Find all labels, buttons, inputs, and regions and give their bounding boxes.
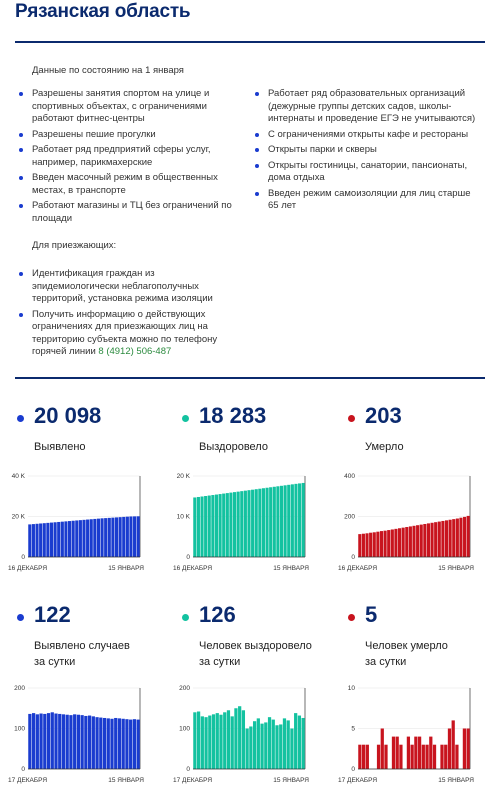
chart-bar xyxy=(275,725,278,769)
chart-bar xyxy=(219,494,222,557)
chart-bar xyxy=(110,719,113,769)
chart-bar xyxy=(197,711,200,769)
chart-bar xyxy=(35,524,38,557)
y-tick-label: 0 xyxy=(21,554,25,562)
chart-bar xyxy=(81,715,84,769)
stat-label-line: Выявлено случаев xyxy=(34,640,130,652)
stat-value: 20 098 xyxy=(34,403,102,428)
chart-bar xyxy=(444,745,447,769)
chart-bar xyxy=(298,716,301,769)
chart-bar xyxy=(459,518,462,557)
chart-bar xyxy=(358,534,361,557)
chart-bar xyxy=(298,483,301,557)
chart-bar xyxy=(246,729,249,770)
chart-bar xyxy=(269,487,272,557)
chart-bar xyxy=(58,714,61,769)
chart-bar xyxy=(414,737,417,769)
list-item xyxy=(32,309,237,359)
chart-bar xyxy=(237,492,240,557)
chart-bar xyxy=(445,520,448,557)
stat-label-line: Человек умерло xyxy=(365,640,448,652)
chart-bar xyxy=(287,485,290,557)
chart-bar xyxy=(122,517,125,557)
title-rule xyxy=(15,41,485,43)
chart-bar xyxy=(197,497,200,557)
chart-bar xyxy=(133,516,136,557)
chart-bar xyxy=(47,713,50,769)
bar-chart-svg xyxy=(8,684,146,789)
chart-recovered-total xyxy=(173,472,311,577)
chart-bar xyxy=(399,745,402,769)
chart-bar xyxy=(215,495,218,557)
chart-bar xyxy=(412,526,415,557)
bar-chart-svg xyxy=(8,472,146,577)
chart-deaths-daily xyxy=(338,684,476,789)
chart-bar xyxy=(82,520,85,557)
chart-bar xyxy=(358,745,361,769)
chart-bar xyxy=(28,524,31,557)
chart-bar xyxy=(137,516,140,557)
y-tick-label: 10 xyxy=(347,685,355,693)
x-end-label: 15 ЯНВАРЯ xyxy=(108,777,144,784)
chart-bar xyxy=(362,745,365,769)
chart-bar xyxy=(380,531,383,557)
stat-value: 126 xyxy=(199,602,236,627)
chart-bar xyxy=(396,737,399,769)
chart-bar xyxy=(394,529,397,557)
stat-value: 122 xyxy=(34,602,71,627)
chart-bar xyxy=(193,497,196,557)
chart-bar xyxy=(229,493,232,557)
section-rule xyxy=(15,377,485,379)
chart-bar xyxy=(262,488,265,557)
chart-bar xyxy=(244,491,247,557)
chart-detected-daily xyxy=(8,684,146,789)
x-end-label: 15 ЯНВАРЯ xyxy=(273,565,309,572)
chart-bar xyxy=(107,718,110,769)
chart-bar xyxy=(273,487,276,557)
chart-bar xyxy=(204,717,207,769)
x-end-label: 15 ЯНВАРЯ xyxy=(438,777,474,784)
chart-bar xyxy=(118,718,121,769)
stat-label xyxy=(34,638,130,670)
chart-bar xyxy=(99,718,102,769)
chart-bar xyxy=(467,729,470,770)
chart-bar xyxy=(36,714,39,769)
green-dot-icon xyxy=(182,415,189,422)
list-item: Введен масочный режим в общественных местах, в транспорте xyxy=(32,172,244,197)
y-tick-label: 100 xyxy=(14,725,25,733)
list-item: С ограничениями открыты кафе и рестораны xyxy=(268,129,478,142)
chart-bar xyxy=(126,517,129,557)
chart-bar xyxy=(114,718,117,769)
chart-deaths-total xyxy=(338,472,476,577)
chart-bar xyxy=(119,517,122,557)
chart-bar xyxy=(398,528,401,557)
chart-bar xyxy=(79,520,82,557)
chart-bar xyxy=(46,523,49,557)
chart-bar xyxy=(463,729,466,770)
chart-bar xyxy=(129,516,132,557)
chart-bar xyxy=(200,496,203,557)
chart-bar xyxy=(365,533,368,557)
chart-bar xyxy=(284,485,287,557)
chart-bar xyxy=(73,714,76,769)
chart-bar xyxy=(125,719,128,769)
chart-bar xyxy=(39,714,42,769)
chart-bar xyxy=(240,491,243,557)
chart-bar xyxy=(418,737,421,769)
x-start-label: 17 ДЕКАБРЯ xyxy=(338,777,378,784)
chart-bar xyxy=(384,531,387,557)
chart-bar xyxy=(68,521,71,557)
x-start-label: 16 ДЕКАБРЯ xyxy=(338,565,378,572)
chart-bar xyxy=(88,716,91,769)
chart-bar xyxy=(227,710,230,769)
chart-bar xyxy=(57,522,60,557)
stat-label: Выздоровело xyxy=(199,441,268,453)
chart-bar xyxy=(433,745,436,769)
chart-bar xyxy=(463,517,466,557)
chart-bar xyxy=(422,745,425,769)
chart-bar xyxy=(211,495,214,557)
chart-bar xyxy=(115,517,118,557)
chart-bar xyxy=(291,484,294,557)
chart-bar xyxy=(97,519,100,557)
stat-label xyxy=(199,638,312,670)
chart-bar xyxy=(455,745,458,769)
chart-bar xyxy=(51,712,54,769)
chart-bar xyxy=(294,484,297,557)
y-tick-label: 0 xyxy=(186,554,190,562)
chart-bar xyxy=(294,713,297,769)
bar-chart-svg xyxy=(338,684,476,789)
chart-bar xyxy=(420,525,423,557)
stat-value: 203 xyxy=(365,403,402,428)
chart-bar xyxy=(77,715,80,769)
date-note: Данные по состоянию на 1 января xyxy=(32,65,184,76)
y-tick-label: 20 K xyxy=(11,513,25,521)
y-tick-label: 0 xyxy=(21,766,25,774)
chart-bar xyxy=(405,527,408,557)
restrictions-right-list xyxy=(268,88,478,216)
green-dot-icon xyxy=(182,614,189,621)
chart-bar xyxy=(108,518,111,557)
restrictions-left-list xyxy=(32,88,244,228)
chart-bar xyxy=(434,522,437,557)
chart-bar xyxy=(50,523,53,557)
list-item: Разрешены занятия спортом на улице и спортивных объектах, с ограничениями работают фитнес-центры xyxy=(32,88,244,126)
chart-bar xyxy=(260,724,263,769)
chart-bar xyxy=(208,716,211,769)
chart-bar xyxy=(231,716,234,769)
chart-bar xyxy=(90,519,93,557)
hotline-phone-link[interactable]: 8 (4912) 506-487 xyxy=(98,346,172,357)
list-item-text: Получить информацию о действующих ограничениях для приезжающих лиц на территорию субъекта можно по телефону горячей линии xyxy=(32,308,218,357)
chart-bar xyxy=(283,718,286,769)
blue-dot-icon xyxy=(17,415,24,422)
list-item: Работает ряд образовательных организаций (дежурные группы детских садов, школы-интернаты и проведение ЕГЭ не учитываются) xyxy=(268,88,478,126)
chart-bar xyxy=(266,488,269,557)
chart-bar xyxy=(280,486,283,557)
arrivals-label: Для приезжающих: xyxy=(32,240,117,251)
list-item: Введен режим самоизоляции для лиц старше 65 лет xyxy=(268,188,478,213)
chart-bar xyxy=(43,523,46,557)
red-dot-icon xyxy=(348,614,355,621)
chart-bar xyxy=(86,520,89,557)
chart-bar xyxy=(233,492,236,557)
chart-bar xyxy=(133,719,136,769)
chart-bar xyxy=(279,724,282,769)
x-end-label: 15 ЯНВАРЯ xyxy=(108,565,144,572)
chart-recovered-daily xyxy=(173,684,311,789)
stat-label: Выявлено xyxy=(34,441,86,453)
chart-bar xyxy=(249,726,252,769)
chart-bar xyxy=(216,713,219,769)
y-tick-label: 200 xyxy=(344,513,355,521)
x-end-label: 15 ЯНВАРЯ xyxy=(438,565,474,572)
chart-bar xyxy=(242,710,245,769)
chart-bar xyxy=(39,523,42,557)
chart-bar xyxy=(425,745,428,769)
chart-bar xyxy=(226,493,229,557)
y-tick-label: 0 xyxy=(351,554,355,562)
y-tick-label: 100 xyxy=(179,725,190,733)
chart-bar xyxy=(193,712,196,769)
y-tick-label: 0 xyxy=(351,766,355,774)
list-item: Работает ряд предприятий сферы услуг, например, парикмахерские xyxy=(32,144,244,169)
chart-bar xyxy=(391,529,394,557)
chart-bar xyxy=(212,714,215,769)
chart-bar xyxy=(302,483,305,557)
chart-bar xyxy=(84,716,87,769)
chart-bar xyxy=(64,521,67,557)
chart-bar xyxy=(222,494,225,557)
chart-bar xyxy=(32,524,35,557)
bar-chart-svg xyxy=(173,684,311,789)
chart-bar xyxy=(103,718,106,769)
list-item: Открыты гостиницы, санатории, пансионаты, дома отдыха xyxy=(268,160,478,185)
chart-bar xyxy=(95,717,98,769)
y-tick-label: 10 K xyxy=(176,513,190,521)
bar-chart-svg xyxy=(173,472,311,577)
y-tick-label: 200 xyxy=(179,685,190,693)
x-start-label: 16 ДЕКАБРЯ xyxy=(173,565,213,572)
chart-detected-total xyxy=(8,472,146,577)
chart-bar xyxy=(247,490,250,557)
x-start-label: 17 ДЕКАБРЯ xyxy=(8,777,48,784)
chart-bar xyxy=(28,714,31,769)
stat-value: 5 xyxy=(365,602,378,627)
chart-bar xyxy=(452,720,455,769)
chart-bar xyxy=(377,745,380,769)
y-tick-label: 0 xyxy=(186,766,190,774)
chart-bar xyxy=(219,715,222,769)
chart-bar xyxy=(272,720,275,769)
page-title: Рязанская область xyxy=(15,1,191,22)
chart-bar xyxy=(467,516,470,557)
stat-label xyxy=(365,638,448,670)
chart-bar xyxy=(449,520,452,557)
chart-bar xyxy=(234,708,237,769)
stat-label-line: за сутки xyxy=(199,656,241,668)
y-tick-label: 200 xyxy=(14,685,25,693)
chart-bar xyxy=(66,715,69,769)
chart-bar xyxy=(104,518,107,557)
chart-bar xyxy=(287,720,290,769)
chart-bar xyxy=(409,526,412,557)
chart-bar xyxy=(416,525,419,557)
chart-bar xyxy=(423,524,426,557)
list-item: Работают магазины и ТЦ без ограничений по площади xyxy=(32,200,244,225)
y-tick-label: 400 xyxy=(344,473,355,481)
chart-bar xyxy=(201,716,204,769)
chart-bar xyxy=(362,534,365,557)
chart-bar xyxy=(204,496,207,557)
chart-bar xyxy=(54,522,57,557)
chart-bar xyxy=(407,737,410,769)
chart-bar xyxy=(258,489,261,557)
chart-bar xyxy=(43,714,46,769)
chart-bar xyxy=(223,712,226,769)
chart-bar xyxy=(431,523,434,557)
x-start-label: 17 ДЕКАБРЯ xyxy=(173,777,213,784)
chart-bar xyxy=(384,745,387,769)
chart-bar xyxy=(448,729,451,770)
list-item: Открыты парки и скверы xyxy=(268,144,478,157)
chart-bar xyxy=(251,490,254,557)
chart-bar xyxy=(452,519,455,557)
chart-bar xyxy=(122,719,125,769)
chart-bar xyxy=(32,713,35,769)
chart-bar xyxy=(302,718,305,769)
chart-bar xyxy=(392,737,395,769)
y-tick-label: 20 K xyxy=(176,473,190,481)
chart-bar xyxy=(93,519,96,557)
chart-bar xyxy=(111,518,114,557)
chart-bar xyxy=(62,714,65,769)
chart-bar xyxy=(268,717,271,769)
chart-bar xyxy=(129,720,132,769)
chart-bar xyxy=(276,486,279,557)
chart-bar xyxy=(61,522,64,557)
stat-label-line: за сутки xyxy=(365,656,407,668)
stat-label-line: Человек выздоровело xyxy=(199,640,312,652)
chart-bar xyxy=(72,521,75,557)
chart-bar xyxy=(75,520,78,557)
chart-bar xyxy=(441,521,444,557)
chart-bar xyxy=(402,528,405,557)
chart-bar xyxy=(373,532,376,557)
chart-bar xyxy=(429,737,432,769)
list-item: Идентификация граждан из эпидемиологически неблагополучных территорий, установка режима изоляции xyxy=(32,268,237,306)
chart-bar xyxy=(253,721,256,769)
blue-dot-icon xyxy=(17,614,24,621)
chart-bar xyxy=(387,530,390,557)
bar-chart-svg xyxy=(338,472,476,577)
chart-bar xyxy=(137,720,140,769)
x-start-label: 16 ДЕКАБРЯ xyxy=(8,565,48,572)
chart-bar xyxy=(255,489,258,557)
arrivals-list xyxy=(32,268,237,362)
chart-bar xyxy=(440,745,443,769)
chart-bar xyxy=(376,532,379,557)
chart-bar xyxy=(238,706,241,769)
y-tick-label: 5 xyxy=(351,725,355,733)
chart-bar xyxy=(381,729,384,770)
chart-bar xyxy=(369,533,372,557)
chart-bar xyxy=(257,718,260,769)
stat-value: 18 283 xyxy=(199,403,267,428)
chart-bar xyxy=(456,519,459,557)
stat-label-line: за сутки xyxy=(34,656,76,668)
chart-bar xyxy=(264,722,267,769)
list-item: Разрешены пешие прогулки xyxy=(32,129,244,142)
chart-bar xyxy=(208,496,211,557)
x-end-label: 15 ЯНВАРЯ xyxy=(273,777,309,784)
chart-bar xyxy=(92,716,95,769)
stat-label: Умерло xyxy=(365,441,404,453)
y-tick-label: 40 K xyxy=(11,473,25,481)
chart-bar xyxy=(366,745,369,769)
chart-bar xyxy=(290,729,293,770)
chart-bar xyxy=(438,522,441,557)
chart-bar xyxy=(69,715,72,769)
red-dot-icon xyxy=(348,415,355,422)
chart-bar xyxy=(101,518,104,557)
chart-bar xyxy=(54,714,57,769)
chart-bar xyxy=(411,745,414,769)
chart-bar xyxy=(427,523,430,557)
